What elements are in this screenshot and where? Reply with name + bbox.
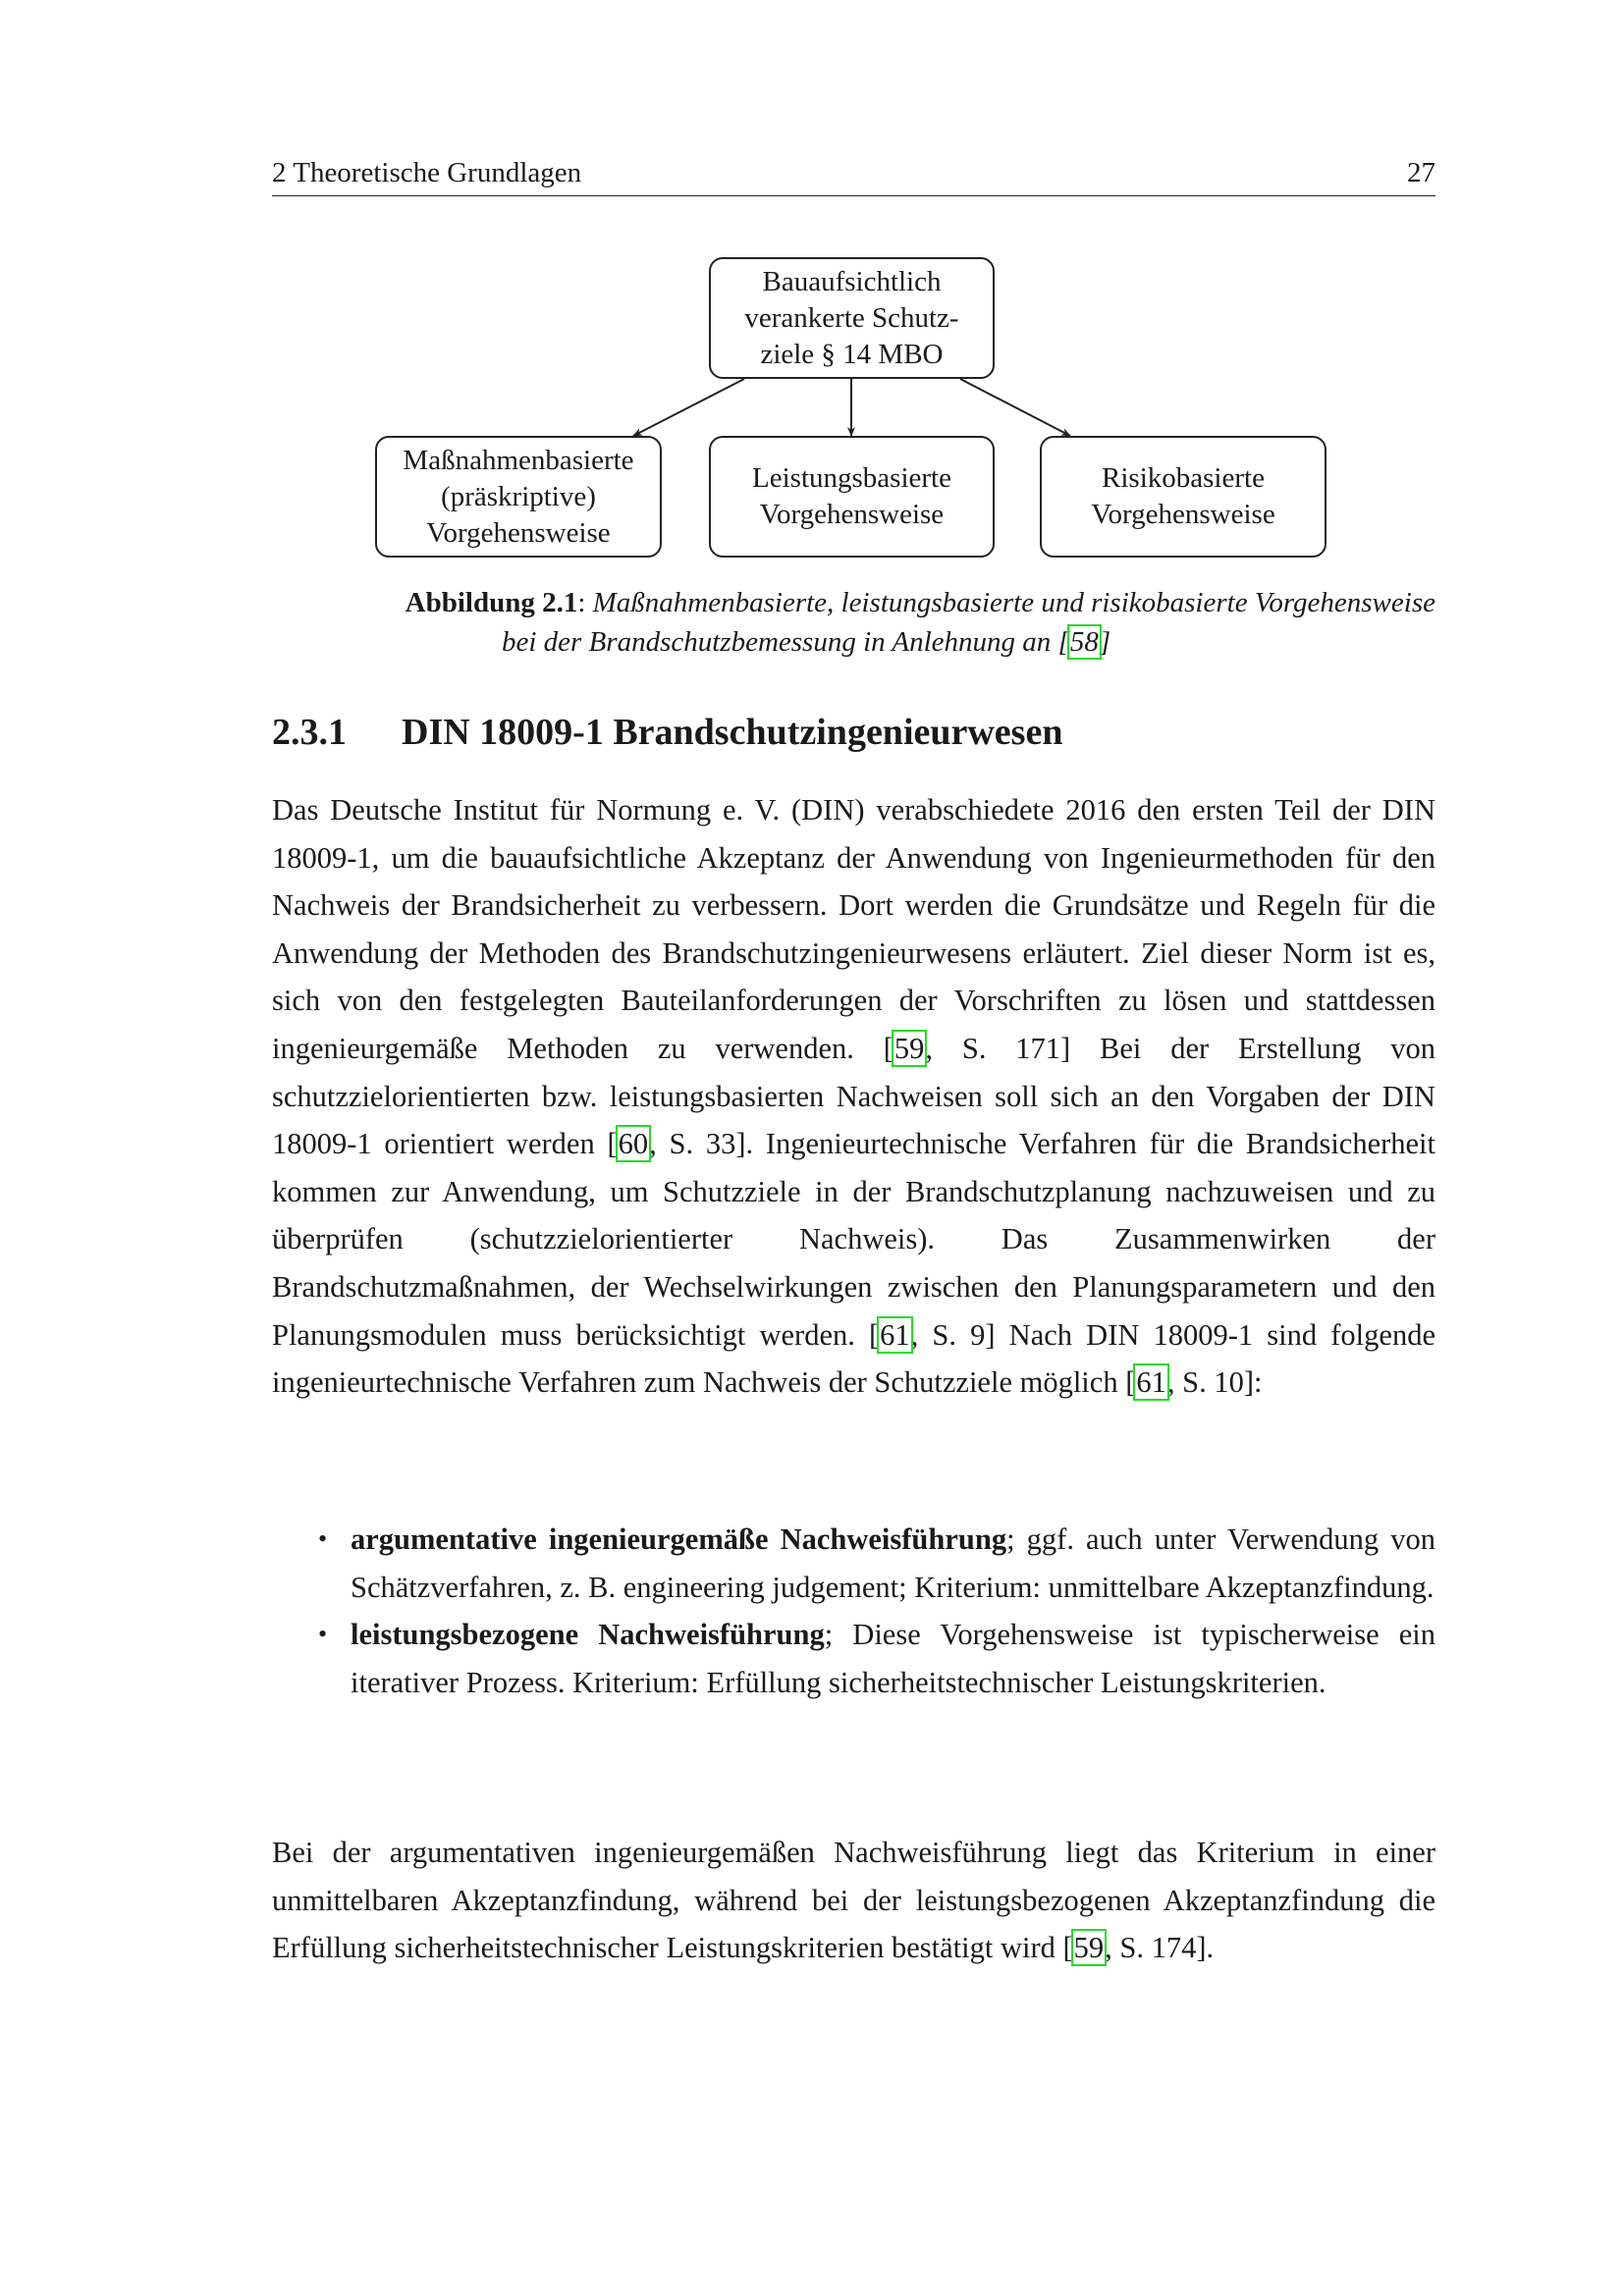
- bullet-icon: •: [318, 1524, 328, 1553]
- node-line: Leistungsbasierte: [752, 462, 951, 494]
- paragraph-text: , S. 10]:: [1166, 1365, 1263, 1400]
- paragraph-text: , S. 174].: [1105, 1931, 1215, 1965]
- list-item: [272, 1516, 1435, 1611]
- section-number: 2.3.1: [272, 712, 347, 753]
- node-massnahmenbasiert: [375, 436, 662, 558]
- list-item-text: ; ggf. auch unter Verwendung von Schätzverfahren, z. B. engineering judgement; Kriterium: unmittelbare Akzeptanzfindung.: [351, 1522, 1435, 1604]
- paragraph-text: Bei der argumentativen ingenieurgemäßen Nachweisführung liegt das Kriterium in einer unmittelbaren Akzeptanzfindung, während bei der leistungsbezogenen Akzeptanzfindung die Erfüllung sicherheitstechnischer Leistungskriterien bestätigt wird [: [272, 1836, 1435, 1965]
- figure-diagram: [0, 0, 1624, 589]
- chapter-title: 2 Theoretische Grundlagen: [272, 157, 582, 188]
- paragraph-text: Das Deutsche Institut für Normung e. V. (DIN) verabschiedete 2016 den ersten Teil der DIN 18009-1, um die bauaufsichtliche Akzeptanz der Anwendung von Ingenieurmethoden für den Nachweis der Brandsicherheit zu verbessern. Dort werden die Grundsätze und Regeln für die Anwendung der Methoden des Brandschutzingenieurwesens erläutert. Ziel dieser Norm ist es, sich von den festgelegten Bauteilanforderungen der Vorschriften zu lösen und stattdessen ingenieurgemäße Methoden zu verwenden. [: [272, 793, 1435, 1065]
- node-line: ziele § 14 MBO: [760, 338, 944, 370]
- paragraph-akzeptanzfindung: [272, 1829, 1435, 1972]
- page-number: 27: [1407, 157, 1435, 188]
- node-line: Vorgehensweise: [426, 516, 611, 549]
- node-line: Bauaufsichtlich: [762, 265, 942, 297]
- figure-caption: [272, 583, 1435, 662]
- paragraph-text: , S. 171] Bei der Erstellung von schutzzielorientierten bzw. leistungsbasierten Nachweisen soll sich an den Vorgaben der DIN 18009-1 orientiert werden [: [272, 1031, 1435, 1161]
- paragraph-din-18009: [272, 786, 1435, 1407]
- node-schutzziele-mbo: [709, 257, 995, 379]
- citation-link-59[interactable]: 59: [893, 1031, 925, 1065]
- paragraph-text: , S. 33]. Ingenieurtechnische Verfahren für die Brandsicherheit kommen zur Anwendung, um Schutzziele in der Brandschutzplanung nachzuweisen und zu überprüfen (schutzzielorientierter Nachweis). Das Zusammenwirken der Brandschutzmaßnahmen, der Wechselwirkungen zwischen den Planungsparametern und den Planungsmodulen muss berücksichtigt werden. [: [272, 1127, 1436, 1352]
- caption-text-line2: bei der Brandschutzbemessung in Anlehnung an [: [502, 626, 1069, 658]
- citation-link-61[interactable]: 61: [1136, 1365, 1166, 1400]
- node-line: Vorgehensweise: [759, 499, 945, 530]
- node-leistungsbasiert: [709, 436, 995, 558]
- node-line: (präskriptive): [441, 480, 596, 512]
- node-line: Vorgehensweise: [1091, 499, 1275, 530]
- section-title: DIN 18009-1 Brandschutzingenieurwesen: [402, 712, 1063, 753]
- bullet-icon: •: [318, 1620, 328, 1649]
- citation-link-58[interactable]: 58: [1069, 626, 1099, 658]
- node-risikobasiert: [1040, 436, 1326, 558]
- list-item-text: ; Diese Vorgehensweise ist typischerweise ein iterativer Prozess. Kriterium: Erfüllung sicherheitstechnischer Leistungskriterien.: [351, 1618, 1436, 1699]
- list-item-term: leistungsbezogene Nachweisführung: [351, 1618, 825, 1652]
- list-item: [272, 1611, 1435, 1706]
- caption-text-line1: Maßnahmenbasierte, leistungsbasierte und risikobasierte Vorgehensweise: [592, 587, 1435, 618]
- node-line: Risikobasierte: [1102, 462, 1265, 494]
- paragraph-text: , S. 9] Nach DIN 18009-1 sind folgende ingenieurtechnische Verfahren zum Nachweis der Schutzziele möglich [: [272, 1317, 1435, 1400]
- node-line: verankerte Schutz-: [744, 301, 959, 334]
- citation-link-59[interactable]: 59: [1073, 1931, 1105, 1965]
- caption-separator: :: [577, 587, 593, 618]
- node-line: Maßnahmenbasierte: [403, 444, 634, 476]
- caption-label: Abbildung 2.1: [405, 587, 578, 618]
- section-heading: [272, 711, 1062, 754]
- citation-link-61[interactable]: 61: [880, 1317, 910, 1352]
- verfahren-list: [272, 1516, 1435, 1706]
- citation-link-60[interactable]: 60: [618, 1127, 649, 1161]
- caption-bracket: ]: [1099, 626, 1111, 658]
- edge-to-left-node: [633, 379, 744, 436]
- list-item-term: argumentative ingenieurgemäße Nachweisführung: [351, 1522, 1007, 1556]
- edge-to-right-node: [960, 379, 1070, 436]
